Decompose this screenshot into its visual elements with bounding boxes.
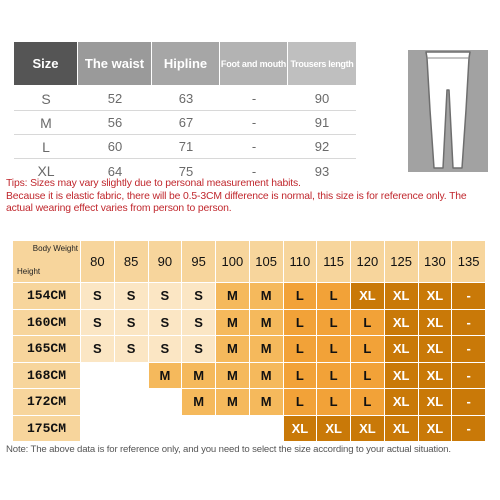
size-recommendation-cell [182,415,216,442]
weight-header-row [13,241,486,283]
length-cell: 91 [314,115,330,130]
size-recommendation-cell: L [351,389,385,416]
table-row [13,362,486,389]
weight-header-cell: 110 [283,241,317,283]
size-recommendation-cell: L [317,389,351,416]
table-row [14,87,356,111]
size-cell: M [40,114,52,131]
header-foot-and-mouth: Foot and mouth [220,42,288,85]
table-row [14,111,356,135]
size-recommendation-cell: XL [418,362,452,389]
size-recommendation-cell: M [249,309,283,336]
size-recommendation-cell: S [114,283,148,310]
weight-header-cell: 125 [384,241,418,283]
height-cell: 160CM [13,309,81,336]
size-cell: L [42,138,50,155]
size-recommendation-cell: L [283,309,317,336]
size-recommendation-cell: M [182,389,216,416]
height-label: Height [17,267,41,276]
foot-mouth-cell: - [251,139,257,154]
size-recommendation-cell: S [148,283,182,310]
size-cell: XL [37,163,55,179]
height-cell: 168CM [13,362,81,389]
size-recommendation-cell: S [81,283,115,310]
size-recommendation-cell: - [452,415,486,442]
weight-height-size-chart [12,240,486,442]
size-recommendation-cell: XL [283,415,317,442]
size-recommendation-cell: L [317,309,351,336]
size-table-header [14,42,356,85]
size-recommendation-cell: L [283,362,317,389]
table-row [13,389,486,416]
size-recommendation-cell: XL [384,283,418,310]
size-recommendation-cell: M [148,362,182,389]
table-row [13,309,486,336]
size-recommendation-cell: - [452,309,486,336]
header-waist: The waist [78,42,152,85]
length-cell: 90 [314,91,330,106]
waist-cell: 60 [107,139,123,154]
tips-line-2: Because it is elastic fabric, there will be 0.5-3CM difference is normal, this size is for reference only. The actual wearing effect varies from person to person. [6,190,467,215]
size-recommendation-cell: M [216,283,250,310]
size-recommendation-cell: S [148,309,182,336]
tips-line-1: Tips: Sizes may vary slightly due to personal measurement habits. [6,178,301,189]
length-cell: 93 [314,163,330,179]
hipline-cell: 71 [178,139,194,154]
size-recommendation-cell: M [249,283,283,310]
size-recommendation-cell: S [182,336,216,363]
weight-header-cell: 85 [114,241,148,283]
size-recommendation-cell [81,415,115,442]
size-recommendation-cell: M [182,362,216,389]
height-cell: 172CM [13,389,81,416]
header-trousers-length: Trousers length [288,42,356,85]
foot-mouth-cell: - [251,115,257,130]
size-recommendation-cell: L [351,362,385,389]
size-measurement-table [14,42,356,183]
size-recommendation-cell: XL [384,362,418,389]
weight-header-cell: 135 [452,241,486,283]
corner-cell [13,241,81,283]
size-recommendation-cell: XL [351,415,385,442]
size-cell: S [41,90,51,107]
size-recommendation-cell: L [317,283,351,310]
waist-cell: 56 [107,115,123,130]
size-recommendation-cell: XL [418,309,452,336]
hipline-cell: 67 [178,115,194,130]
waist-cell: 64 [107,163,123,179]
size-recommendation-cell: L [317,336,351,363]
hipline-cell: 75 [178,163,194,179]
size-recommendation-cell: S [114,336,148,363]
size-recommendation-cell: M [249,362,283,389]
weight-header-cell: 100 [216,241,250,283]
size-recommendation-cell: - [452,362,486,389]
weight-header-cell: 90 [148,241,182,283]
size-recommendation-cell [81,389,115,416]
size-recommendation-cell: S [148,336,182,363]
size-recommendation-cell: L [351,309,385,336]
height-cell: 154CM [13,283,81,310]
size-recommendation-cell [249,415,283,442]
size-recommendation-cell: M [249,389,283,416]
size-recommendation-cell: XL [384,415,418,442]
size-recommendation-cell: M [216,336,250,363]
height-cell: 165CM [13,336,81,363]
header-hipline: Hipline [152,42,220,85]
size-recommendation-cell: M [249,336,283,363]
size-recommendation-cell [81,362,115,389]
size-recommendation-cell [148,389,182,416]
size-recommendation-cell [114,415,148,442]
size-recommendation-cell: M [216,362,250,389]
foot-mouth-cell: - [251,91,257,106]
size-recommendation-cell: XL [418,283,452,310]
weight-header-cell: 115 [317,241,351,283]
size-recommendation-cell: L [351,336,385,363]
size-recommendation-cell: S [182,309,216,336]
size-recommendation-cell: XL [384,336,418,363]
size-recommendation-cell: L [317,362,351,389]
weight-header-cell: 95 [182,241,216,283]
weight-header-cell: 130 [418,241,452,283]
table-row [13,415,486,442]
hipline-cell: 63 [178,91,194,106]
body-weight-label: Body Weight [32,244,78,253]
size-recommendation-cell: M [216,309,250,336]
weight-header-cell: 105 [249,241,283,283]
size-recommendation-cell: - [452,336,486,363]
size-recommendation-cell: S [81,309,115,336]
size-recommendation-cell [114,389,148,416]
size-recommendation-cell: S [81,336,115,363]
size-recommendation-cell [114,362,148,389]
table-row [13,283,486,310]
size-recommendation-cell: XL [418,389,452,416]
size-recommendation-cell: XL [418,336,452,363]
size-recommendation-cell: XL [317,415,351,442]
size-recommendation-cell [148,415,182,442]
header-size: Size [14,42,78,85]
size-tips [6,178,496,216]
weight-header-cell: 120 [351,241,385,283]
size-recommendation-cell: - [452,283,486,310]
size-recommendation-cell: XL [418,415,452,442]
reference-note: Note: The above data is for reference only, and you need to select the size according to your actual situation. [6,444,451,455]
table-row [14,135,356,159]
size-recommendation-cell: S [114,309,148,336]
size-recommendation-cell: S [182,283,216,310]
table-row [13,336,486,363]
size-recommendation-cell: XL [384,389,418,416]
trousers-image [408,50,488,172]
weight-header-cell: 80 [81,241,115,283]
size-recommendation-cell: M [216,389,250,416]
trousers-icon [408,50,488,172]
size-recommendation-cell: - [452,389,486,416]
foot-mouth-cell: - [251,163,257,179]
size-recommendation-cell: L [283,389,317,416]
height-cell: 175CM [13,415,81,442]
size-recommendation-cell: XL [351,283,385,310]
size-recommendation-cell: XL [384,309,418,336]
waist-cell: 52 [107,91,123,106]
size-recommendation-cell: L [283,336,317,363]
size-recommendation-cell [216,415,250,442]
size-recommendation-cell: L [283,283,317,310]
length-cell: 92 [314,139,330,154]
